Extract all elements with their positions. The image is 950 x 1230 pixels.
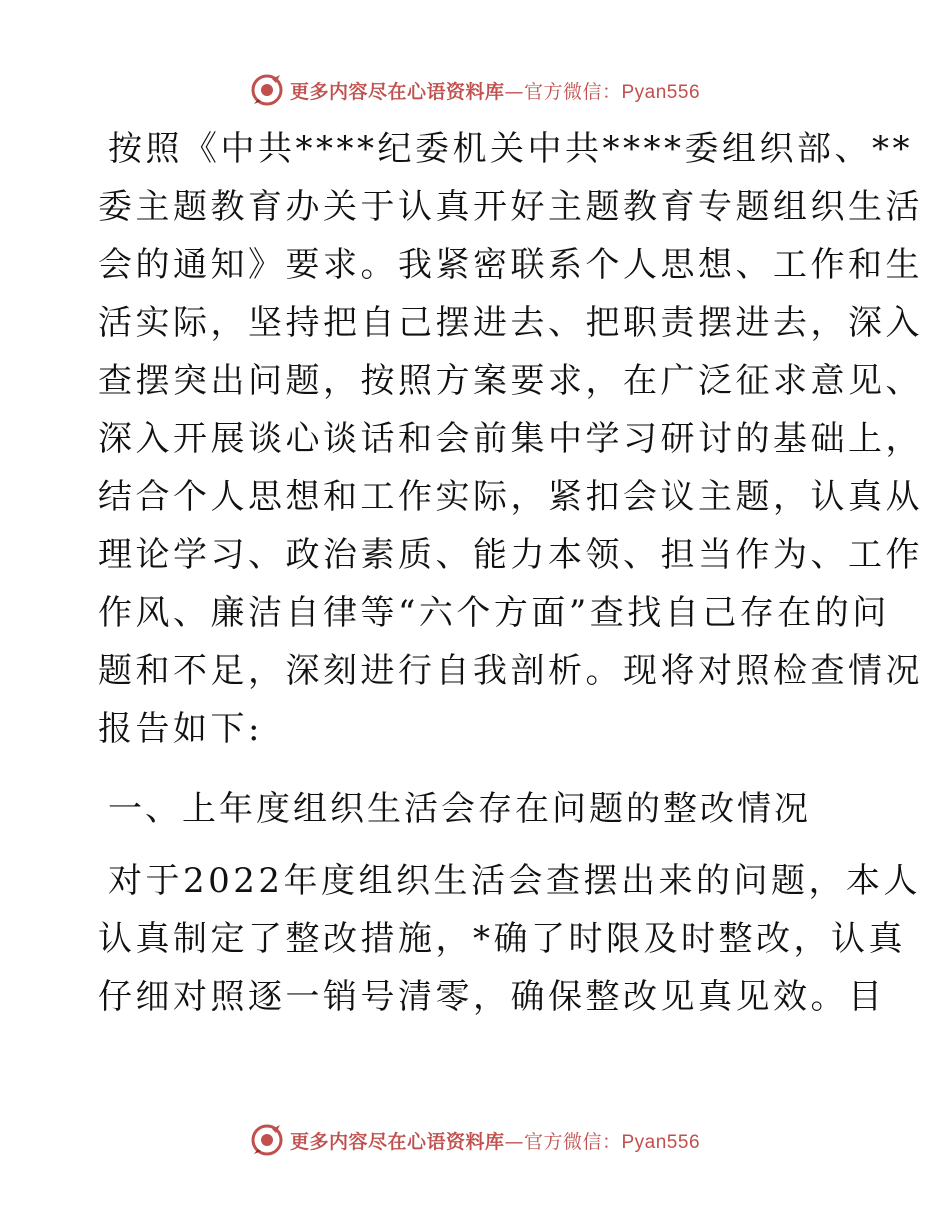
- watermark-wechat-id: Pyan556: [621, 1131, 701, 1153]
- watermark-brand: 更多内容尽在心语资料库: [289, 80, 505, 103]
- watermark-dash: —: [504, 80, 524, 103]
- text-line: 报告如下:: [98, 709, 263, 749]
- text-line: 查摆突出问题，按照方案要求，在广泛征求意见、: [98, 361, 923, 401]
- text-line: 委主题教育办关于认真开好主题教育专题组织生活: [98, 187, 923, 227]
- text-line: 活实际，坚持把自己摆进去、把职责摆进去，深入: [98, 303, 923, 343]
- text-line: 对于2022年度组织生活会查摆出来的问题，本人: [108, 861, 922, 901]
- text-line: 按照《中共****纪委机关中共****委组织部、**: [108, 129, 913, 169]
- text-line: 深入开展谈心谈话和会前集中学习研讨的基础上，: [98, 419, 923, 459]
- text-line: 会的通知》要求。我紧密联系个人思想、工作和生: [98, 245, 923, 285]
- brand-logo-icon: [250, 73, 284, 107]
- document-body: [98, 120, 923, 1026]
- brand-logo-icon: [250, 1123, 284, 1157]
- section-heading: 一、上年度组织生活会存在问题的整改情况: [108, 789, 811, 829]
- text-line: 结合个人思想和工作实际，紧扣会议主题，认真从: [98, 477, 923, 517]
- text-line: 题和不足，深刻进行自我剖析。现将对照检查情况: [98, 651, 923, 691]
- watermark-text: [290, 77, 700, 104]
- text-line: 认真制定了整改措施，*确了时限及时整改，认真: [98, 919, 906, 959]
- text-line: 作风、廉洁自律等“六个方面”查找自己存在的问: [98, 593, 890, 633]
- watermark-official-label: 官方微信：: [523, 80, 622, 103]
- text-line: 仔细对照逐一销号清零，确保整改见真见效。目: [98, 977, 886, 1017]
- section-paragraph: [98, 852, 922, 1026]
- intro-paragraph: [98, 120, 923, 758]
- footer-watermark: [0, 1120, 950, 1160]
- watermark-dash: —: [504, 1130, 524, 1153]
- watermark-brand: 更多内容尽在心语资料库: [289, 1130, 505, 1153]
- text-line: 理论学习、政治素质、能力本领、担当作为、工作: [98, 535, 923, 575]
- watermark-text: [290, 1127, 700, 1154]
- header-watermark: [0, 70, 950, 110]
- watermark-wechat-id: Pyan556: [621, 81, 701, 103]
- watermark-official-label: 官方微信：: [523, 1130, 622, 1153]
